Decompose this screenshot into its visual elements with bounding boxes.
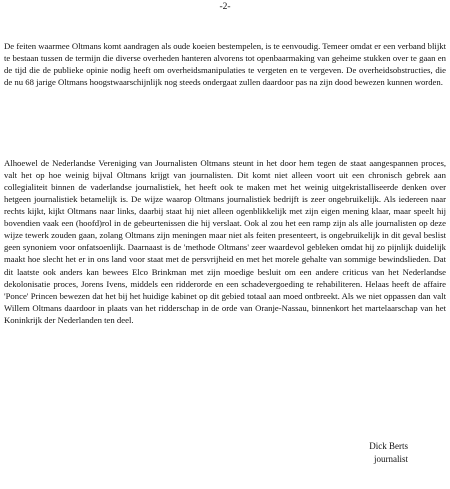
paragraph-2: Alhoewel de Nederlandse Vereniging van Journalisten Oltmans steunt in het door hem tegen de staat aangespannen proces, valt het op hoe weinig bijval Oltmans krijgt van journalisten. Dit komt niet alleen voort uit een chronisch gebrek aan collegialiteit binnen de vaderlandse journalistiek, het heeft ook te maken met het weinig uitgekristalliseerde denken over hetgeen journalistiek betamelijk is. De wijze waarop Oltmans journalistiek bedrijft is zeer ongebruikelijk. Als iedereen naar rechts kijkt, kijkt Oltmans naar links, daarbij staat hij niet alleen ogenblikkelijk met zijn eigen mening klaar, maar speelt hij bovendien vaak een (hoofd)rol in de gebeurtenissen die hij verslaat. Ook al zou het een ramp zijn als alle journalisten op deze wijze tewerk zouden gaan, zolang Oltmans zijn meningen maar niet als feiten presenteert, is ongebruikelijk in dit geval beslist geen synoniem voor onfatsoenlijk. Daarnaast is de 'methode Oltmans' zeer waardevol gebleken omdat hij zo pijnlijk duidelijk maakt hoe slecht het er in ons land voor staat met de persvrijheid en met het morele gehalte van sommige bewindslieden. Dat dit laatste ook anders kan bewees Elco Brinkman met zijn moedige besluit om een andere criticus van het Nederlandse dekolonisatie proces, Jorens Ivens, middels een ridderorde en een schadevergoeding te rehabiliteren. Helaas heeft de affaire 'Ponce' Princen bewezen dat het bij het huidige kabinet op dit gebied totaal aan moed ontbreekt. Als we niet oppassen dan valt Willem Oltmans daardoor in plaats van het ridderschap in de orde van Oranje-Nassau, binnenkort het martelaarschap van het Koninkrijk der Nederlanden ten deel.: [4, 157, 446, 325]
signature-name: Dick Berts: [369, 441, 408, 451]
page-number: -2-: [219, 2, 231, 12]
signature-role: journalist: [374, 453, 408, 464]
paragraph-1: De feiten waarmee Oltmans komt aandragen als oude koeien bestempelen, is te eenvoudig. Temeer omdat er een verband blijkt te bestaan tussen de termijn die diverse overheden hanteren alvorens tot openbaarmaking van geheime stukken over te gaan en de tijd die de publieke opinie nodig heeft om overheidsmanipulaties te vergeten en te vergeven. De overheidsobstructies, die de nu 68 jarige Oltmans hoogstwaarschijnlijk nog steeds ondergaat zullen daardoor pas na zijn dood bewezen kunnen worden.: [4, 40, 446, 87]
signature-block: [338, 440, 408, 465]
